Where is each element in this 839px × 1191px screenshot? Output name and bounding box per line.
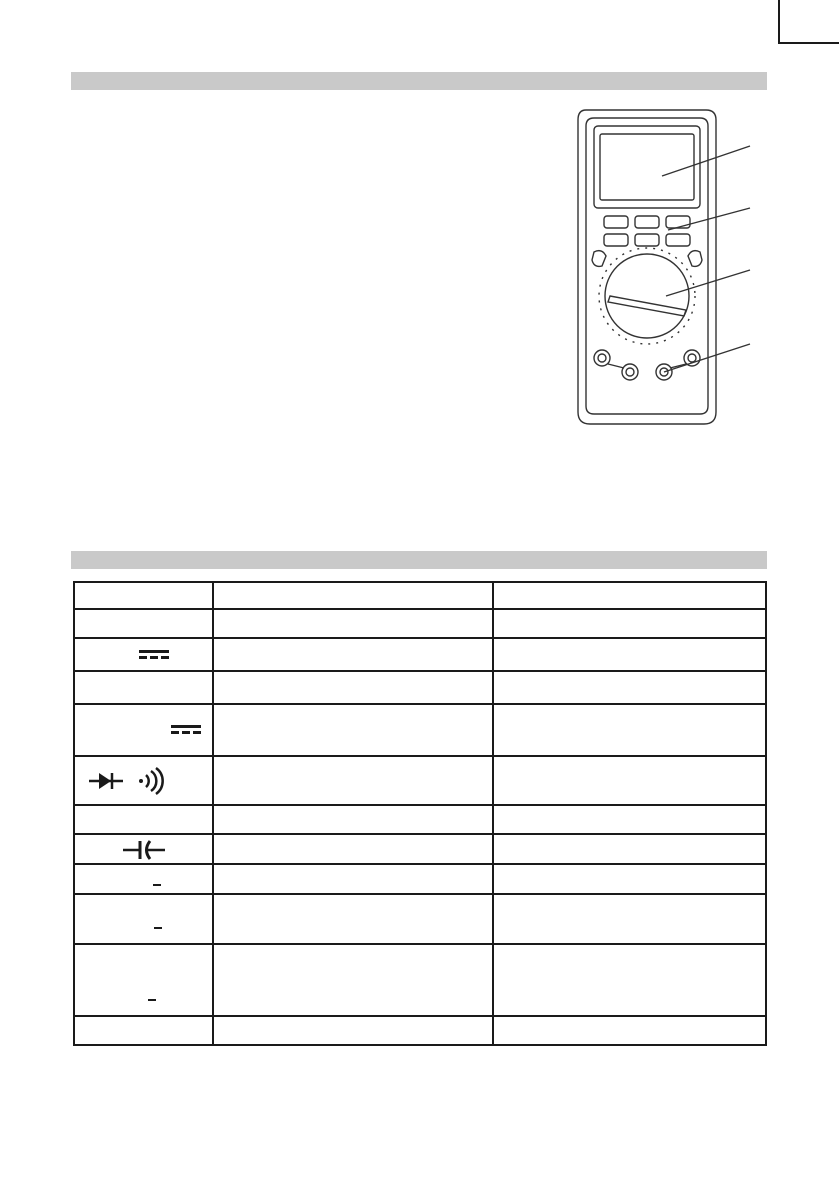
table-cell: [213, 894, 494, 944]
meter-jack-2-inner: [626, 368, 634, 376]
table-cell: [74, 609, 213, 638]
table-row: [74, 671, 766, 704]
table-row: [74, 756, 766, 805]
table-cell: [74, 1016, 213, 1045]
table-cell: [213, 944, 494, 1016]
continuity-icon: [135, 766, 165, 796]
table-cell: [74, 894, 213, 944]
table-cell: [493, 756, 766, 805]
meter-jack-1-inner: [598, 354, 606, 362]
meter-inner-outline: [586, 118, 708, 414]
table-cell: [213, 864, 494, 894]
table-row: [74, 805, 766, 834]
dc-icon: [139, 650, 169, 660]
table-cell: [74, 864, 213, 894]
table-row: [74, 582, 766, 609]
table-cell: [74, 582, 213, 609]
small-mark-icon: [154, 927, 162, 929]
table-cell: [74, 944, 213, 1016]
table-cell: [493, 704, 766, 756]
dc-icon: [171, 725, 201, 735]
meter-jack-1: [594, 350, 610, 366]
table-cell: [213, 704, 494, 756]
table-cell: [493, 609, 766, 638]
table-cell: [213, 582, 494, 609]
meter-key-2: [635, 216, 659, 228]
meter-jack-2: [622, 364, 638, 380]
page-corner-mark: [778, 0, 780, 44]
section-header-bar-functions: [71, 551, 767, 569]
meter-key-4: [604, 234, 628, 246]
table-row: [74, 609, 766, 638]
table-cell: [493, 671, 766, 704]
meter-side-key-left: [592, 251, 606, 267]
meter-display-screen: [600, 134, 694, 200]
table-cell: [74, 756, 213, 805]
table-row: [74, 638, 766, 671]
page-top-margin: [0, 0, 839, 50]
table-row: [74, 944, 766, 1016]
meter-jack-4-inner: [688, 354, 696, 362]
table-cell: [74, 834, 213, 864]
table-row: [74, 894, 766, 944]
callout-line-2: [668, 208, 750, 230]
function-table: [73, 581, 767, 1046]
meter-dial-pointer: [608, 296, 686, 316]
callout-line-1: [662, 146, 750, 176]
table-row: [74, 834, 766, 864]
small-mark-icon: [153, 884, 161, 886]
table-cell: [213, 638, 494, 671]
table-cell: [74, 671, 213, 704]
meter-display-bezel: [594, 126, 700, 208]
meter-key-5: [635, 234, 659, 246]
meter-side-key-right: [688, 251, 702, 267]
table-cell: [213, 609, 494, 638]
table-cell: [493, 894, 766, 944]
capacitor-icon: [123, 839, 165, 861]
diode-icon: [89, 770, 123, 792]
table-cell: [74, 805, 213, 834]
table-cell: [493, 582, 766, 609]
table-cell: [213, 671, 494, 704]
table-row: [74, 864, 766, 894]
callout-line-4: [664, 344, 750, 372]
table-row: [74, 1016, 766, 1045]
section-header-bar-overview: [71, 72, 767, 90]
table-cell: [213, 834, 494, 864]
meter-key-1: [604, 216, 628, 228]
table-cell: [493, 638, 766, 671]
table-cell: [74, 704, 213, 756]
table-cell: [493, 864, 766, 894]
meter-key-3: [666, 216, 690, 228]
table-cell: [74, 638, 213, 671]
small-mark-icon: [148, 999, 156, 1001]
meter-key-6: [666, 234, 690, 246]
multimeter-illustration: [572, 106, 768, 431]
table-cell: [493, 944, 766, 1016]
table-cell: [213, 805, 494, 834]
meter-jack-bridge: [608, 364, 686, 368]
table-cell: [213, 756, 494, 805]
table-cell: [493, 1016, 766, 1045]
table-cell: [493, 805, 766, 834]
meter-rotary-dial: [605, 254, 689, 338]
table-row: [74, 704, 766, 756]
table-cell: [493, 834, 766, 864]
table-cell: [213, 1016, 494, 1045]
